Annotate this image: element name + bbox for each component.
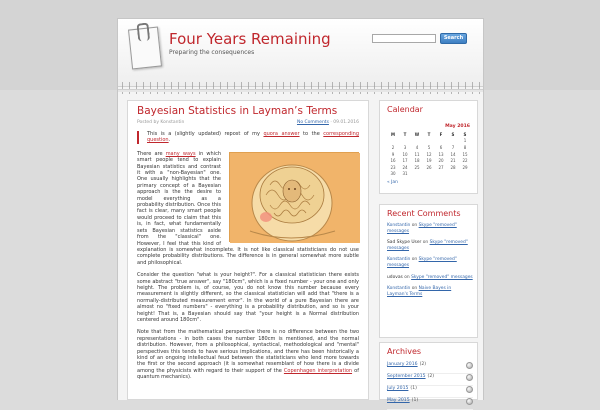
archive-bullet-icon	[466, 398, 473, 405]
archive-item	[387, 398, 473, 410]
comment-on-text: on	[410, 286, 419, 292]
comment-author: udovas	[387, 274, 403, 280]
weekday-header: W	[414, 131, 420, 137]
calendar-day	[459, 171, 471, 178]
calendar-week-row	[387, 151, 471, 158]
calendar-day: 29	[462, 164, 468, 170]
archive-count: (1)	[410, 386, 417, 391]
archive-item	[387, 386, 473, 398]
comments-link[interactable]: No Comments	[296, 120, 329, 125]
brain-illustration	[229, 152, 359, 242]
post-author: Posted by Konstantin	[137, 120, 185, 125]
calendar-day: 20	[438, 158, 444, 164]
calendar-day	[423, 171, 435, 178]
many-ways-link[interactable]: many ways	[165, 150, 196, 157]
weekday-header: T	[403, 131, 407, 137]
recent-comments-title: Recent Comments	[387, 209, 461, 218]
weekday-header: F	[439, 131, 443, 137]
calendar-day: 14	[450, 151, 456, 157]
weekday-header: S	[463, 131, 467, 137]
calendar-days	[387, 138, 471, 178]
comment-post-link[interactable]: Skype "removed" messages	[387, 257, 457, 268]
calendar-day: 13	[438, 151, 444, 157]
calendar-week-row	[387, 164, 471, 171]
calendar-day: 23	[390, 164, 396, 170]
archive-bullet-icon	[466, 386, 473, 393]
calendar-day	[411, 138, 423, 145]
calendar-day: 15	[462, 151, 468, 157]
calendar-prev-link[interactable]: « Jan	[387, 180, 398, 185]
calendar-table	[387, 131, 471, 177]
calendar-day: 5	[427, 144, 431, 150]
comment-post-link[interactable]: Naive Bayes in Layman's Terms	[387, 286, 452, 297]
post-meta-right	[297, 120, 359, 125]
calendar-day	[411, 171, 423, 178]
calendar-day: 7	[451, 144, 455, 150]
comment-on-text: on	[410, 223, 419, 228]
intro-mid: to the	[299, 131, 324, 137]
weekday-header: S	[451, 131, 455, 137]
calendar-day: 27	[438, 164, 444, 170]
archive-count: (1)	[411, 398, 419, 403]
recent-comment-item	[387, 286, 473, 297]
archives-widget	[379, 342, 478, 403]
calendar-day: 12	[426, 151, 432, 157]
binder-bar	[118, 89, 483, 92]
site-tagline: Preparing the consequences	[169, 49, 255, 56]
calendar-day: 11	[414, 151, 420, 157]
binder-rings	[118, 82, 483, 94]
calendar-day: 3	[403, 144, 407, 150]
post-meta	[137, 120, 359, 125]
calendar-day: 22	[462, 158, 468, 164]
archive-link[interactable]: September 2015	[387, 374, 426, 379]
recent-comments-widget	[379, 204, 478, 338]
calendar-day: 19	[426, 158, 432, 164]
recent-comment-item	[387, 240, 473, 251]
comment-on-text: on	[410, 257, 419, 263]
intro-text: This is a (slightly updated) repost of my	[147, 131, 264, 137]
comment-post-link[interactable]: Skype "removed" messages	[411, 274, 473, 280]
post-paragraph-2: Consider the question "what is your height?". For a classical statistician there exists some abstract "true answer", say "180cm", which is a fixed number - your one and only height. The problem is, of course, you do not know this number because every measurement is slightly different, so the classical statistician will add that "there is a normally-distributed measurement error". In the world of a pure Bayesian there are almost no "fixed numbers" - everything is a probability distribution, and so is your height! That is, a Bayesian should say that "your height is a Normal distribution centered around 180cm".	[137, 272, 359, 323]
calendar-day: 2	[391, 144, 395, 150]
calendar-weekdays	[387, 131, 471, 138]
calendar-day	[387, 138, 399, 145]
comment-author[interactable]: Konstantin	[387, 257, 411, 263]
calendar-week-row	[387, 144, 471, 151]
post-title[interactable]: Bayesian Statistics in Layman’s Terms	[137, 105, 338, 117]
archive-link[interactable]: July 2015	[387, 386, 409, 391]
quora-answer-link[interactable]: quora answer	[263, 131, 300, 137]
comment-on-text: on	[402, 274, 412, 280]
calendar-widget	[379, 100, 478, 194]
comment-post-link[interactable]: Skype "removed" messages	[387, 240, 468, 251]
archive-item	[387, 362, 473, 374]
archive-bullet-icon	[466, 374, 473, 381]
archive-item	[387, 374, 473, 386]
calendar-day: 21	[450, 158, 456, 164]
calendar-week-row	[387, 157, 471, 164]
calendar-day: 24	[402, 164, 408, 170]
archive-count: (2)	[419, 362, 427, 367]
calendar-caption: May 2016	[445, 124, 470, 129]
archive-count: (2)	[427, 374, 435, 379]
post-date: · 09.01.2016	[330, 120, 359, 125]
comment-post-link[interactable]: Skype "removed" messages	[387, 223, 457, 234]
calendar-week-row	[387, 171, 471, 178]
comment-on-text: on	[421, 240, 430, 246]
calendar-day: 28	[450, 164, 456, 170]
archives-list	[387, 362, 473, 410]
calendar-day	[435, 171, 447, 178]
recent-comments-list	[387, 223, 473, 303]
calendar-day: 16	[390, 158, 396, 164]
archive-link[interactable]: May 2015	[387, 398, 410, 403]
post-card	[127, 100, 369, 400]
comment-author[interactable]: Konstantin	[387, 223, 411, 228]
comment-author: Sad Skype User	[387, 240, 422, 246]
calendar-day: 17	[402, 158, 408, 164]
archive-link[interactable]: January 2016	[387, 362, 418, 367]
brain-head-icon	[230, 153, 360, 243]
calendar-day: 4	[415, 144, 419, 150]
recent-comment-item	[387, 275, 473, 281]
calendar-day: 10	[402, 151, 408, 157]
post-intro	[137, 131, 359, 144]
archives-title: Archives	[387, 347, 422, 356]
recent-comment-item	[387, 257, 473, 268]
calendar-week-row	[387, 138, 471, 145]
search-input[interactable]	[372, 34, 436, 43]
post-body	[137, 131, 359, 387]
calendar-day	[447, 171, 459, 178]
calendar-day: 1	[463, 138, 467, 144]
calendar-day: 26	[426, 164, 432, 170]
post-paragraph-3: Note that from the mathematical perspective there is no difference between the two representations - in both cases the number 180cm is mentioned, and the normal distribution. However, from a philosophical, syntactical, methodological and "mental" perspectives this tends to have serious implications, and there has been historically a kind of an ongoing intellectual feud between the statisticians who lend more towards the first or the second approach (it is somewhat resemblant of how there is a divide among the physicists with regard to their support of the Copenhagen interpretation of quantum mechanics).	[137, 329, 359, 381]
comment-author[interactable]: Konstantin	[387, 286, 411, 292]
weekday-header: M	[391, 131, 395, 137]
archive-bullet-icon	[466, 362, 473, 369]
search-button[interactable]: Search	[440, 33, 467, 44]
calendar-day: 9	[391, 151, 395, 157]
calendar-day: 8	[463, 144, 467, 150]
copenhagen-interpretation-link[interactable]: Copenhagen interpretation	[283, 367, 353, 374]
calendar-day	[435, 138, 447, 145]
intro-end: .	[168, 137, 171, 144]
recent-comment-item	[387, 223, 473, 234]
calendar-day	[447, 138, 459, 145]
calendar-day: 31	[402, 171, 408, 177]
corresponding-question-link[interactable]: corresponding question	[147, 131, 360, 144]
calendar-day: 18	[414, 158, 420, 164]
calendar-day: 25	[414, 164, 420, 170]
calendar-day	[423, 138, 435, 145]
calendar-day: 6	[439, 144, 443, 150]
site-title[interactable]: Four Years Remaining	[169, 30, 331, 48]
weekday-header: T	[427, 131, 431, 137]
post-paragraph-1: There are many ways in which smart people tend to explain Bayesian statistics and contrast it with a "non-Bayesian" one. One usually highlights that the primary concept of a Bayesian approach is the the desire to model everything as a probability distribution. Once this fact is clear, many smart people would proceed to claim that this is, in fact, what fundamentally sets Bayesian statistics aside from the "classical" one. However, I feel that this kind of explanation is somewhat incomplete. It is not like classical statisticians do not use complete probability distributions. The difference is in general somewhat more subtle and philosophical.	[137, 150, 359, 266]
calendar-day: 30	[390, 171, 396, 177]
calendar-title: Calendar	[387, 105, 423, 114]
intro-quote-bar	[137, 131, 139, 144]
calendar-day	[399, 138, 411, 145]
notepad-logo-icon[interactable]	[128, 27, 162, 70]
